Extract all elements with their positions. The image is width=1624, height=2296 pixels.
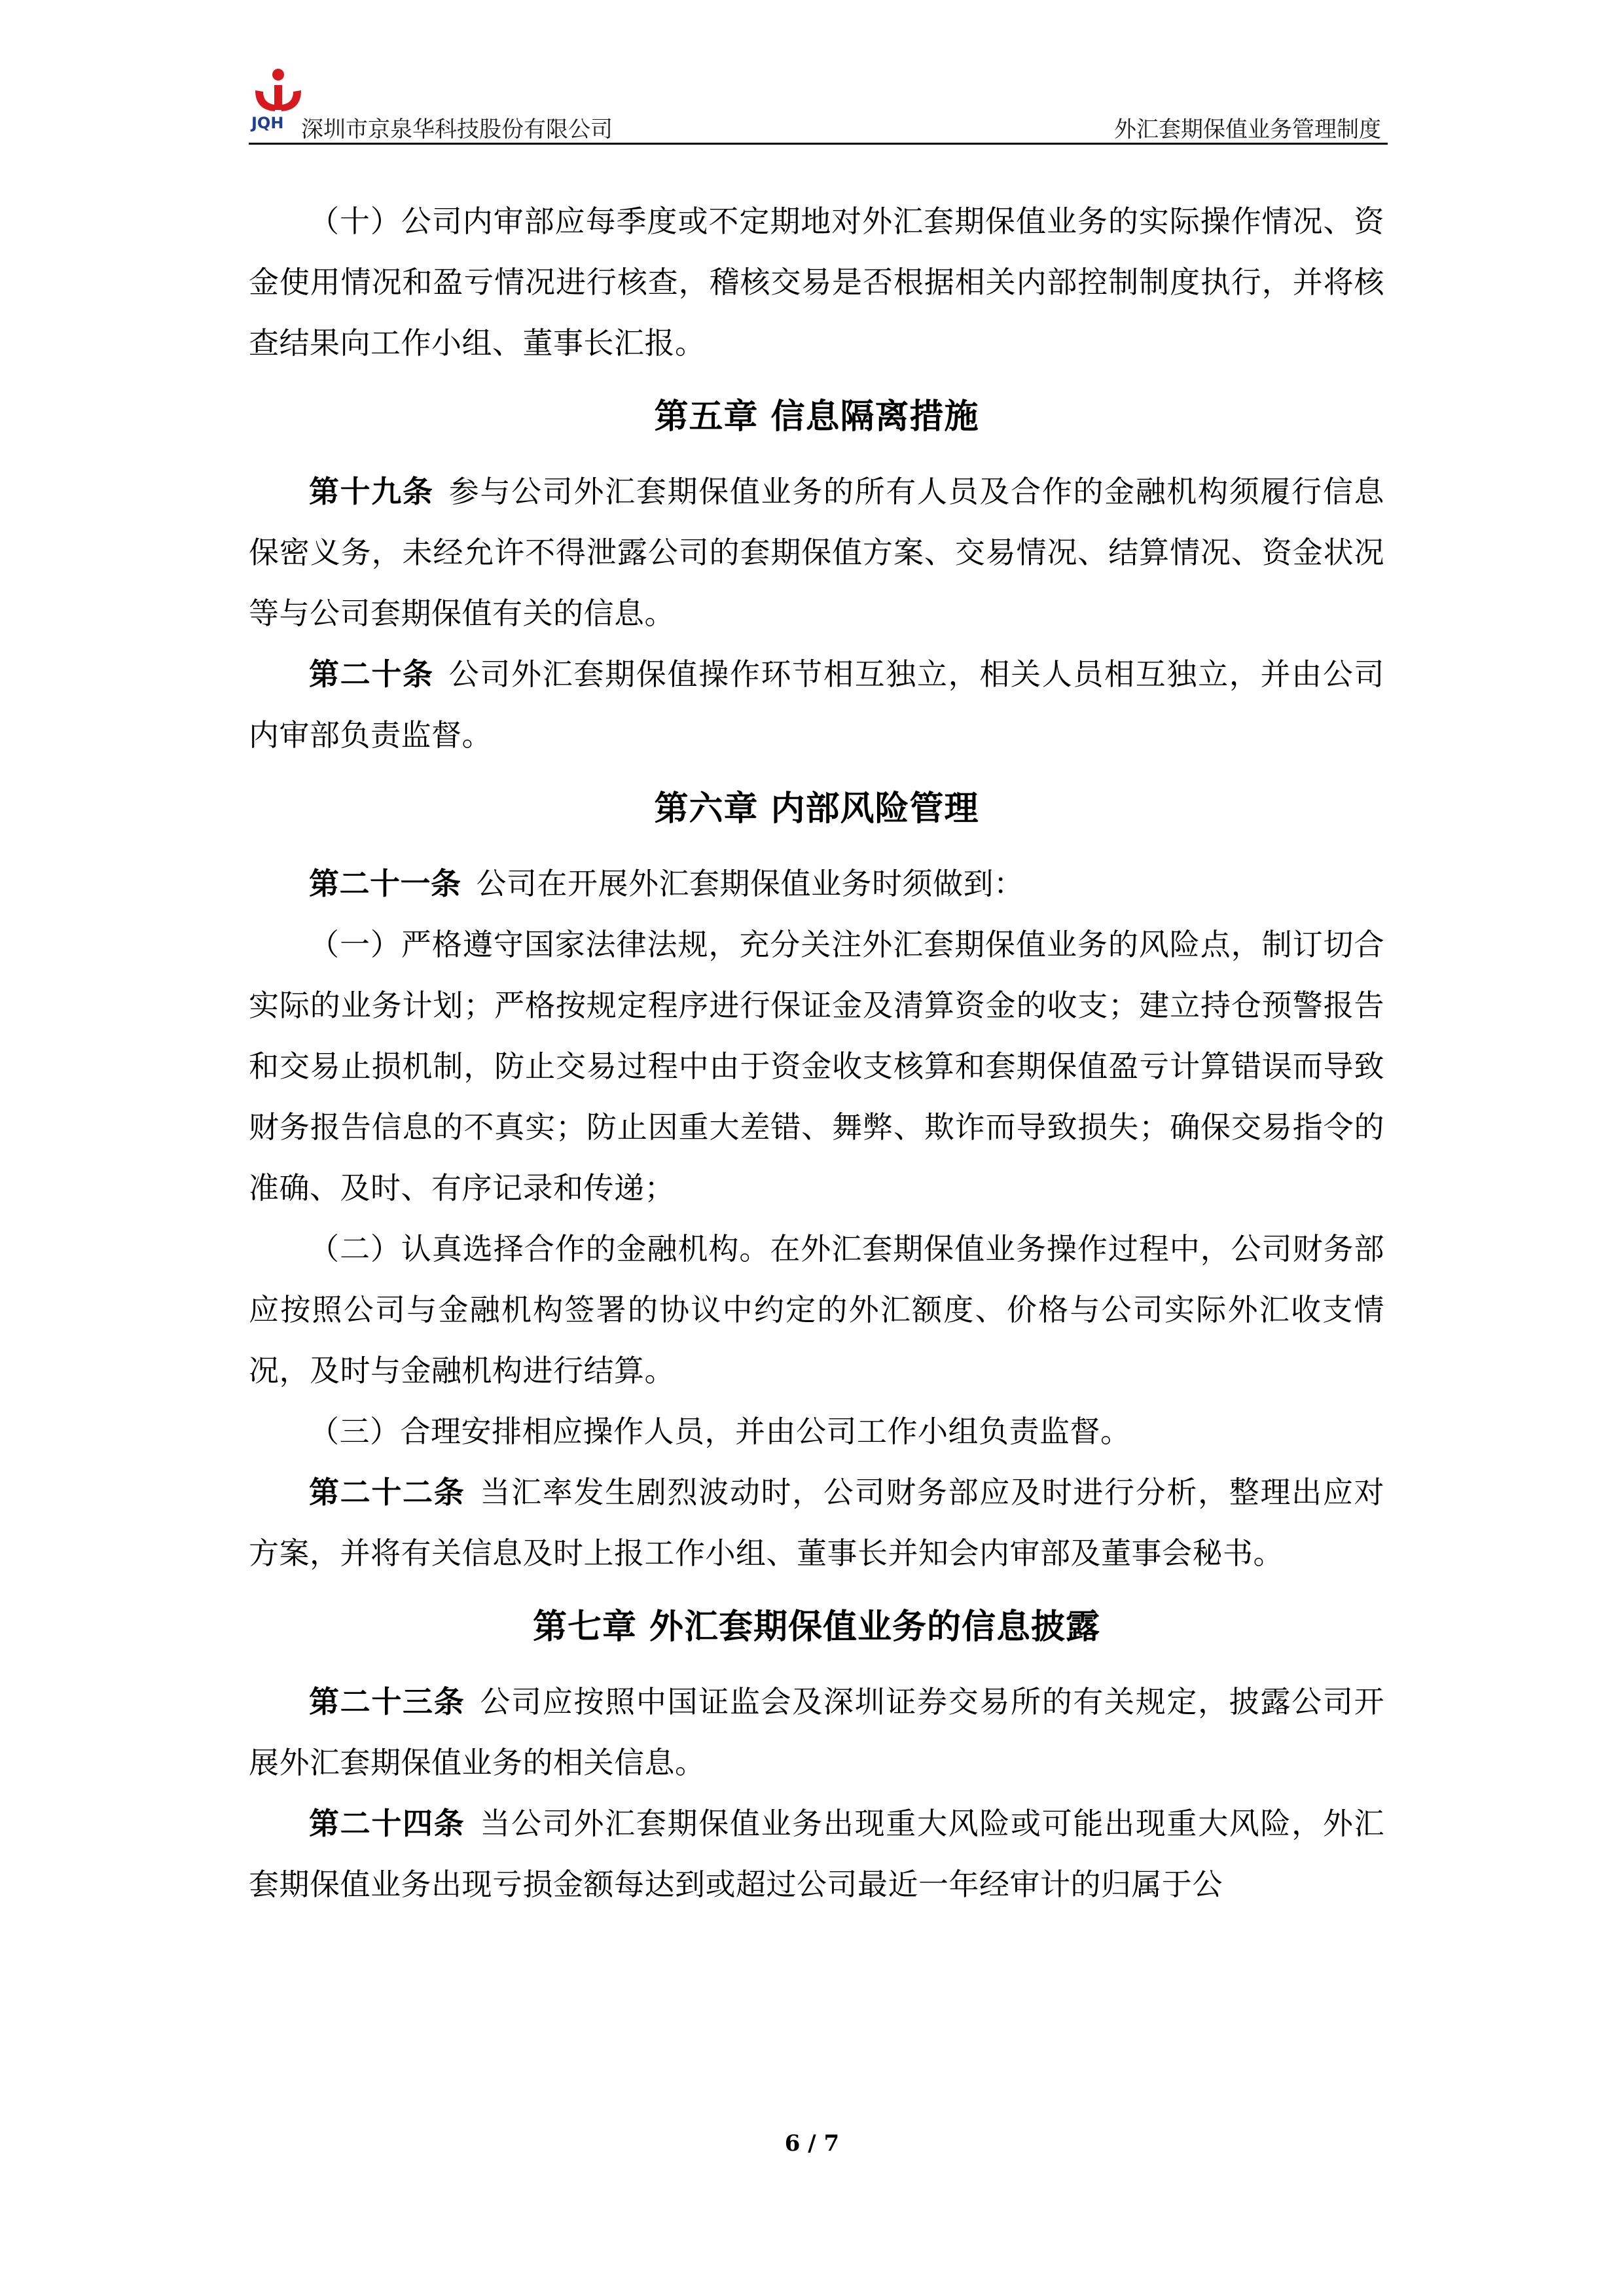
paragraph — [249, 1793, 1384, 1915]
chapter-heading: 第五章 信息隔离措施 — [654, 397, 979, 437]
paragraph — [249, 1219, 1384, 1401]
paragraph — [249, 1672, 1384, 1793]
paragraph-text: 当公司外汇套期保值业务出现重大风险或可能出现重大风险，外汇套期保值业务出现亏损金额每达到或超过公司最近一年经审计的归属于公 — [249, 1806, 1385, 1902]
document-body — [249, 191, 1384, 1915]
article-number: 第二十二条 — [309, 1475, 465, 1510]
company-logo — [249, 64, 308, 136]
article-number: 第二十条 — [309, 656, 434, 692]
paragraph-text: （一）严格遵守国家法律法规，充分关注外汇套期保值业务的风险点，制订切合实际的业务计划；严格按规定程序进行保证金及清算资金的收支；建立持仓预警报告和交易止损机制，防止交易过程中由于资金收支核算和套期保值盈亏计算错误而导致财务报告信息的不真实；防止因重大差错、舞弊、欺诈而导致损失；确保交易指令的准确、及时、有序记录和传递； — [249, 927, 1384, 1206]
paragraph — [249, 1462, 1384, 1584]
header-divider — [249, 143, 1388, 145]
chapter-heading: 第七章 外汇套期保值业务的信息披露 — [532, 1607, 1101, 1647]
page-number: 6 / 7 — [784, 2130, 840, 2157]
paragraph-text: 公司应按照中国证监会及深圳证券交易所的有关规定，披露公司开展外汇套期保值业务的相关信息。 — [249, 1684, 1385, 1780]
article-number: 第二十一条 — [309, 866, 461, 901]
paragraph-text: （十）公司内审部应每季度或不定期地对外汇套期保值业务的实际操作情况、资金使用情况和盈亏情况进行核查，稽核交易是否根据相关内部控制制度执行，并将核查结果向工作小组、董事长汇报。 — [249, 204, 1384, 361]
paragraph-text: 公司在开展外汇套期保值业务时须做到： — [476, 866, 1024, 901]
article-number: 第十九条 — [309, 474, 434, 509]
document-title: 外汇套期保值业务管理制度 — [1114, 117, 1381, 143]
article-number: 第二十三条 — [309, 1684, 465, 1719]
paragraph — [249, 853, 1384, 914]
paragraph — [249, 914, 1384, 1219]
paragraph-text: 参与公司外汇套期保值业务的所有人员及合作的金融机构须履行信息保密义务，未经允许不得泄露公司的套期保值方案、交易情况、结算情况、资金状况等与公司套期保值有关的信息。 — [249, 474, 1385, 631]
page-header — [249, 59, 1388, 143]
paragraph — [249, 644, 1384, 766]
paragraph — [249, 1401, 1384, 1462]
paragraph — [249, 191, 1384, 374]
paragraph-text: （三）合理安排相应操作人员，并由公司工作小组负责监督。 — [309, 1414, 1131, 1449]
company-name: 深圳市京泉华科技股份有限公司 — [301, 117, 613, 143]
paragraph-text: （二）认真选择合作的金融机构。在外汇套期保值业务操作过程中，公司财务部应按照公司与金融机构签署的协议中约定的外汇额度、价格与公司实际外汇收支情况，及时与金融机构进行结算。 — [249, 1231, 1384, 1388]
chapter-heading: 第六章 内部风险管理 — [654, 789, 979, 829]
logo-text: JQH — [251, 114, 284, 132]
paragraph-text: 公司外汇套期保值操作环节相互独立，相关人员相互独立，并由公司内审部负责监督。 — [249, 656, 1385, 753]
article-number: 第二十四条 — [309, 1806, 465, 1841]
paragraph — [249, 461, 1384, 644]
paragraph-text: 当汇率发生剧烈波动时，公司财务部应及时进行分析，整理出应对方案，并将有关信息及时上报工作小组、董事长并知会内审部及董事会秘书。 — [249, 1475, 1385, 1571]
